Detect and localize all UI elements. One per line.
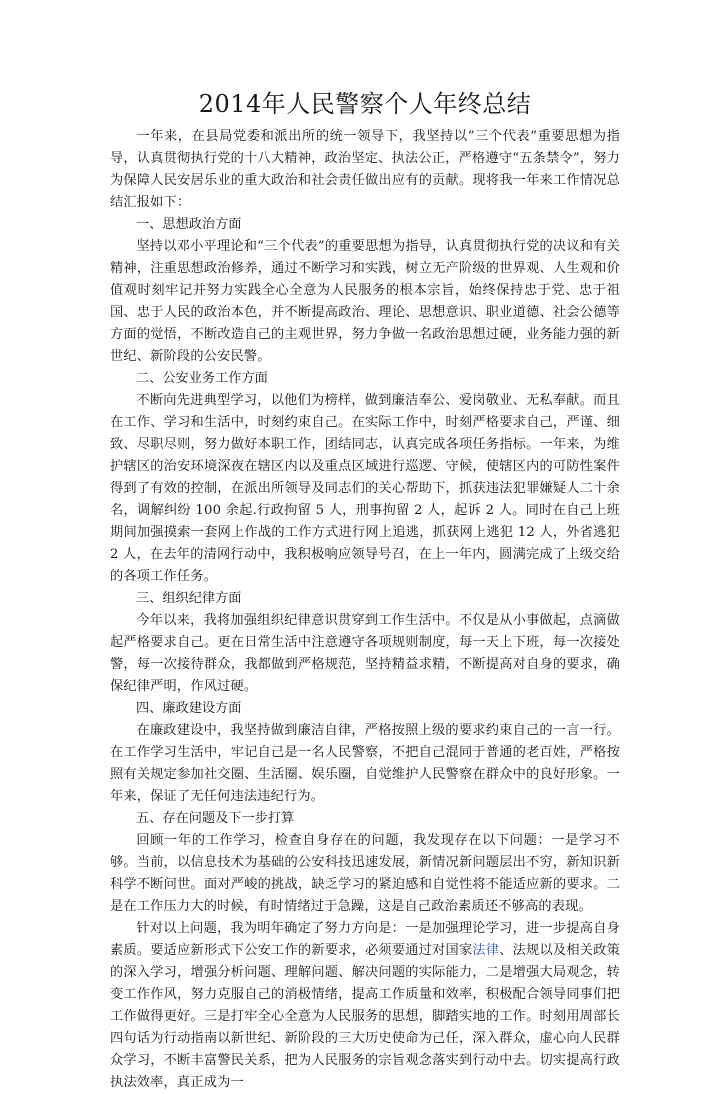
section-heading-ideology: 一、思想政治方面: [136, 217, 242, 232]
section-paragraph-ideology: 坚持以邓小平理论和“三个代表”的重要思想为指导，认真贯彻执行党的决议和有关精神，注重思想政治修养，通过不断学习和实践，树立无产阶级的世界观、人生观和价值观时刻牢记并努力实践全心全意为人民服务的根本宗旨，始终保持忠于党、忠于祖国、忠于人民的政治本色，并不断提高政治、理论、思想意识、职业道德、社会公德等方面的觉悟，不断改造自己的主观世界，努力争做一名政治思想过硬，业务能力强的新世纪、新阶段的公安民警。: [110, 239, 620, 364]
section-heading-police-work: 二、公安业务工作方面: [136, 371, 268, 386]
document-page: [110, 88, 620, 1094]
section-paragraph-discipline: 今年以来，我将加强组织纪律意识贯穿到工作生活中。不仅是从小事做起，点滴做起严格要求自己。更在日常生活中注意遵守各项规则制度，每一天上下班，每一次接处警，每一次接待群众，我都做到严格规范，坚持精益求精，不断提高对自身的要求，确保纪律严明，作风过硬。: [110, 613, 620, 694]
plans-text-start: 针对以上问题，我为明年确定了努力方向是：一是加强理论学习，进一步提高自身素质。要适应新形式下公安工作的新要求，必须要通过对国家: [110, 921, 620, 958]
section-paragraph-integrity: 在廉政建设中，我坚持做到廉洁自律，严格按照上级的要求约束自己的一言一行。在工作学习生活中，牢记自己是一名人民警察，不把自己混同于普通的老百姓，严格按照有关规定参加社交圈、生活圈、娱乐圈，自觉维护人民警察在群众中的良好形象。一年来，保证了无任何违法违纪行为。: [110, 723, 620, 804]
section-heading-integrity: 四、廉政建设方面: [136, 701, 242, 716]
intro-paragraph: 一年来，在县局党委和派出所的统一领导下，我坚持以“三个代表”重要思想为指导，认真贯彻执行党的十八大精神，政治坚定、执法公正，严格遵守“五条禁令”，努力为保障人民安居乐业的重大政治和社会责任做出应有的贡献。现将我一年来工作情况总结汇报如下：: [110, 129, 620, 210]
section-paragraph-police-work: 不断向先进典型学习，以他们为榜样，做到廉洁奉公、爱岗敬业、无私奉献。而且在工作、学习和生活中，时刻约束自己。在实际工作中，时刻严格要求自己，严谨、细致、尽职尽则，努力做好本职工作，团结同志，认真完成各项任务指标。一年来，为维护辖区的治安环境深夜在辖区内以及重点区域进行巡逻、守候，使辖区内的可防性案件得到了有效的控制，在派出所领导及同志们的关心帮助下，抓获违法犯罪嫌疑人二十余名，调解纠纷 100 余起.行政拘留 5 人，刑事拘留 2 人，起诉 2 人。同时在自己上班期间加强摸索一套网上作战的工作方式进行网上追逃，抓获网上逃犯 12 人，外省逃犯 2 人，在去年的清网行动中，我积极响应领导号召，在上一年内，圆满完成了上级交给的各项工作任务。: [110, 393, 620, 584]
law-link[interactable]: 法律: [472, 943, 500, 958]
section-paragraph-problems: 回顾一年的工作学习，检查自身存在的问题，我发现存在以下问题：一是学习不够。当前，以信息技术为基础的公安科技迅速发展，新情况新问题层出不穷，新知识新科学不断问世。面对严峻的挑战，缺乏学习的紧迫感和自觉性将不能适应新的要求。二是在工作压力大的时候，有时情绪过于急躁，这是自己政治素质还不够高的表现。: [110, 833, 620, 914]
section-paragraph-plans: [110, 918, 620, 1094]
section-heading-discipline: 三、组织纪律方面: [136, 591, 242, 606]
section-heading-problems: 五、存在问题及下一步打算: [136, 811, 295, 826]
plans-text-end: 、法规以及相关政策的深入学习，增强分析问题、理解问题、解决问题的实际能力，二是增强大局观念，转变工作作风，努力克服自己的消极情绪，提高工作质量和效率，积极配合领导同事们把工作做得更好。三是打牢全心全意为人民服务的思想，脚踏实地的工作。时刻用周部长四句话为行动指南以新世纪、新阶段的三大历史使命为己任，深入群众，虚心向人民群众学习，不断丰富警民关系，把为人民服务的宗旨观念落实到行动中去。切实提高行政执法效率，真正成为一: [110, 943, 620, 1090]
document-title: 2014年人民警察个人年终总结: [198, 90, 532, 118]
